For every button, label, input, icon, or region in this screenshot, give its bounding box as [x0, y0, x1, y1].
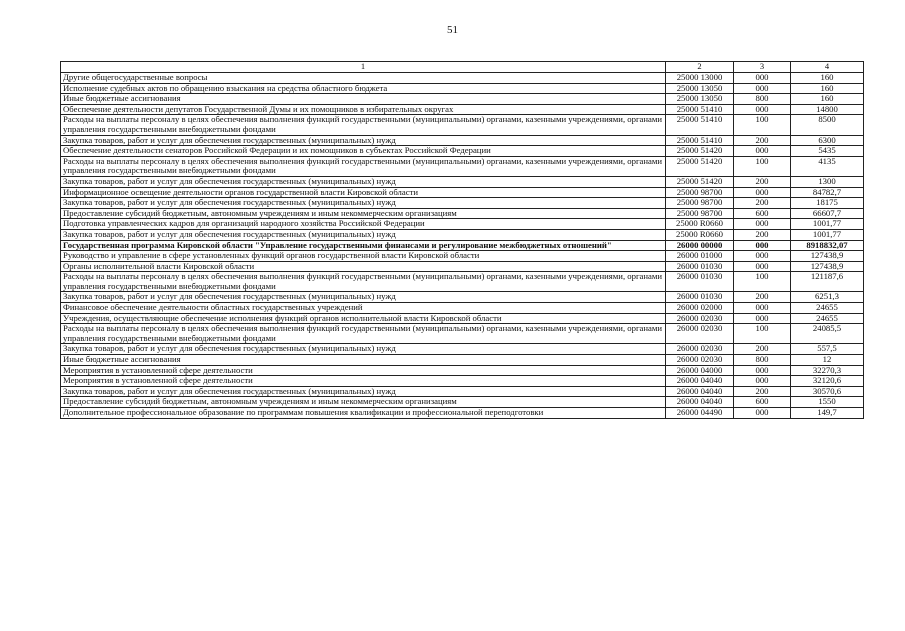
row-name: Иные бюджетные ассигнования	[61, 94, 666, 105]
table-row	[61, 240, 864, 251]
row-expense-type: 100	[734, 115, 791, 135]
row-code: 26000 04040	[666, 386, 734, 397]
row-name: Расходы на выплаты персоналу в целях обеспечения выполнения функций государственными (муниципальными) органами, казенными учреждениями, органами управления государственными внебюджетными фондами	[61, 156, 666, 176]
row-expense-type: 000	[734, 365, 791, 376]
row-name: Закупка товаров, работ и услуг для обеспечения государственных (муниципальных) нужд	[61, 176, 666, 187]
row-name: Мероприятия в установленной сфере деятельности	[61, 376, 666, 387]
row-name: Предоставление субсидий бюджетным, автономным учреждениям и иным некоммерческим организациям	[61, 208, 666, 219]
row-name: Закупка товаров, работ и услуг для обеспечения государственных (муниципальных) нужд	[61, 344, 666, 355]
row-code: 26000 01030	[666, 272, 734, 292]
table-row	[61, 365, 864, 376]
row-code: 26000 02030	[666, 355, 734, 366]
row-expense-type: 000	[734, 187, 791, 198]
table-row	[61, 272, 864, 292]
row-amount: 32120,6	[791, 376, 864, 387]
row-amount: 557,5	[791, 344, 864, 355]
table-row	[61, 198, 864, 209]
row-expense-type: 000	[734, 251, 791, 262]
table-row	[61, 187, 864, 198]
row-code: 26000 01030	[666, 292, 734, 303]
row-name: Государственная программа Кировской области "Управление государственными финансами и регулирование межбюджетных отношений"	[61, 240, 666, 251]
row-code: 25000 98700	[666, 198, 734, 209]
row-name: Обеспечение деятельности депутатов Государственной Думы и их помощников в избирательных округах	[61, 104, 666, 115]
row-amount: 8500	[791, 115, 864, 135]
table-row	[61, 251, 864, 262]
row-expense-type: 800	[734, 94, 791, 105]
row-amount: 84782,7	[791, 187, 864, 198]
row-amount: 18175	[791, 198, 864, 209]
table-row	[61, 146, 864, 157]
row-expense-type: 000	[734, 104, 791, 115]
row-code: 26000 02030	[666, 324, 734, 344]
table-row	[61, 324, 864, 344]
row-expense-type: 000	[734, 240, 791, 251]
row-expense-type: 200	[734, 344, 791, 355]
row-expense-type: 600	[734, 397, 791, 408]
row-amount: 121187,6	[791, 272, 864, 292]
table-header-row	[61, 62, 864, 73]
row-code: 25000 R0660	[666, 219, 734, 230]
row-name: Обеспечение деятельности сенаторов Российской Федерации и их помощников в субъектах Российской Федерации	[61, 146, 666, 157]
table-row	[61, 229, 864, 240]
table-row	[61, 176, 864, 187]
row-amount: 1001,77	[791, 219, 864, 230]
row-code: 25000 51420	[666, 176, 734, 187]
row-amount: 24085,5	[791, 324, 864, 344]
row-code: 25000 13050	[666, 94, 734, 105]
table-row	[61, 376, 864, 387]
page-number: 51	[447, 24, 458, 36]
row-code: 25000 51410	[666, 135, 734, 146]
row-expense-type: 200	[734, 229, 791, 240]
row-code: 26000 04040	[666, 397, 734, 408]
row-name: Закупка товаров, работ и услуг для обеспечения государственных (муниципальных) нужд	[61, 229, 666, 240]
row-code: 25000 51410	[666, 104, 734, 115]
row-name: Органы исполнительной власти Кировской области	[61, 261, 666, 272]
row-name: Предоставление субсидий бюджетным, автономным учреждениям и иным некоммерческим организациям	[61, 397, 666, 408]
row-amount: 8918832,07	[791, 240, 864, 251]
row-code: 25000 51410	[666, 115, 734, 135]
row-amount: 6251,3	[791, 292, 864, 303]
row-code: 26000 01000	[666, 251, 734, 262]
row-expense-type: 000	[734, 303, 791, 314]
row-expense-type: 200	[734, 198, 791, 209]
row-expense-type: 200	[734, 176, 791, 187]
row-expense-type: 200	[734, 292, 791, 303]
table-row	[61, 386, 864, 397]
table-row	[61, 292, 864, 303]
row-amount: 149,7	[791, 408, 864, 419]
row-code: 25000 51420	[666, 146, 734, 157]
row-amount: 5435	[791, 146, 864, 157]
table-row	[61, 115, 864, 135]
row-amount: 32270,3	[791, 365, 864, 376]
row-expense-type: 800	[734, 355, 791, 366]
table-row	[61, 397, 864, 408]
header-col-4: 4	[791, 62, 864, 73]
row-name: Закупка товаров, работ и услуг для обеспечения государственных (муниципальных) нужд	[61, 386, 666, 397]
row-amount: 160	[791, 94, 864, 105]
row-name: Закупка товаров, работ и услуг для обеспечения государственных (муниципальных) нужд	[61, 198, 666, 209]
table-row	[61, 73, 864, 84]
row-amount: 24655	[791, 313, 864, 324]
row-expense-type: 000	[734, 146, 791, 157]
row-expense-type: 000	[734, 376, 791, 387]
row-expense-type: 100	[734, 156, 791, 176]
table-row	[61, 219, 864, 230]
row-amount: 1550	[791, 397, 864, 408]
header-col-1: 1	[61, 62, 666, 73]
row-name: Руководство и управление в сфере установленных функций органов государственной власти Кировской области	[61, 251, 666, 262]
row-code: 25000 13050	[666, 83, 734, 94]
row-amount: 14800	[791, 104, 864, 115]
row-expense-type: 600	[734, 208, 791, 219]
table-row	[61, 94, 864, 105]
row-name: Мероприятия в установленной сфере деятельности	[61, 365, 666, 376]
row-code: 26000 02030	[666, 344, 734, 355]
row-code: 25000 98700	[666, 187, 734, 198]
row-expense-type: 000	[734, 73, 791, 84]
row-name: Расходы на выплаты персоналу в целях обеспечения выполнения функций государственными (муниципальными) органами, казенными учреждениями, органами управления государственными внебюджетными фондами	[61, 272, 666, 292]
budget-table	[60, 61, 864, 419]
row-expense-type: 000	[734, 83, 791, 94]
row-code: 26000 02000	[666, 303, 734, 314]
row-code: 25000 R0660	[666, 229, 734, 240]
table-row	[61, 104, 864, 115]
row-amount: 66607,7	[791, 208, 864, 219]
row-name: Дополнительное профессиональное образование по программам повышения квалификации и профессиональной переподготовки	[61, 408, 666, 419]
row-amount: 160	[791, 73, 864, 84]
table-row	[61, 355, 864, 366]
row-name: Расходы на выплаты персоналу в целях обеспечения выполнения функций государственными (муниципальными) органами, казенными учреждениями, органами управления государственными внебюджетными фондами	[61, 115, 666, 135]
row-code: 26000 04040	[666, 376, 734, 387]
row-amount: 1001,77	[791, 229, 864, 240]
row-amount: 1300	[791, 176, 864, 187]
row-expense-type: 200	[734, 135, 791, 146]
row-expense-type: 000	[734, 408, 791, 419]
row-name: Финансовое обеспечение деятельности областных государственных учреждений	[61, 303, 666, 314]
row-name: Другие общегосударственные вопросы	[61, 73, 666, 84]
table-row	[61, 344, 864, 355]
row-amount: 24655	[791, 303, 864, 314]
row-amount: 160	[791, 83, 864, 94]
row-code: 25000 98700	[666, 208, 734, 219]
row-expense-type: 000	[734, 313, 791, 324]
row-amount: 12	[791, 355, 864, 366]
row-code: 26000 04000	[666, 365, 734, 376]
table-row	[61, 303, 864, 314]
table-row	[61, 135, 864, 146]
row-code: 25000 13000	[666, 73, 734, 84]
header-col-2: 2	[666, 62, 734, 73]
table-row	[61, 261, 864, 272]
row-amount: 4135	[791, 156, 864, 176]
row-name: Закупка товаров, работ и услуг для обеспечения государственных (муниципальных) нужд	[61, 135, 666, 146]
row-name: Закупка товаров, работ и услуг для обеспечения государственных (муниципальных) нужд	[61, 292, 666, 303]
row-name: Информационное освещение деятельности органов государственной власти Кировской области	[61, 187, 666, 198]
row-code: 26000 04490	[666, 408, 734, 419]
row-amount: 30570,6	[791, 386, 864, 397]
row-code: 26000 02030	[666, 313, 734, 324]
row-name: Иные бюджетные ассигнования	[61, 355, 666, 366]
row-expense-type: 000	[734, 261, 791, 272]
table-row	[61, 83, 864, 94]
row-expense-type: 000	[734, 219, 791, 230]
table-row	[61, 313, 864, 324]
row-name: Исполнение судебных актов по обращению взыскания на средства областного бюджета	[61, 83, 666, 94]
header-col-3: 3	[734, 62, 791, 73]
table-row	[61, 208, 864, 219]
row-amount: 127438,9	[791, 261, 864, 272]
row-expense-type: 100	[734, 324, 791, 344]
row-code: 25000 51420	[666, 156, 734, 176]
row-code: 26000 00000	[666, 240, 734, 251]
row-amount: 6300	[791, 135, 864, 146]
row-name: Учреждения, осуществляющие обеспечение исполнения функций органов исполнительной власти Кировской области	[61, 313, 666, 324]
row-name: Подготовка управленческих кадров для организаций народного хозяйства Российской Федерации	[61, 219, 666, 230]
table-row	[61, 156, 864, 176]
row-code: 26000 01030	[666, 261, 734, 272]
table-row	[61, 408, 864, 419]
row-expense-type: 200	[734, 386, 791, 397]
row-expense-type: 100	[734, 272, 791, 292]
row-amount: 127438,9	[791, 251, 864, 262]
row-name: Расходы на выплаты персоналу в целях обеспечения выполнения функций государственными (муниципальными) органами, казенными учреждениями, органами управления государственными внебюджетными фондами	[61, 324, 666, 344]
